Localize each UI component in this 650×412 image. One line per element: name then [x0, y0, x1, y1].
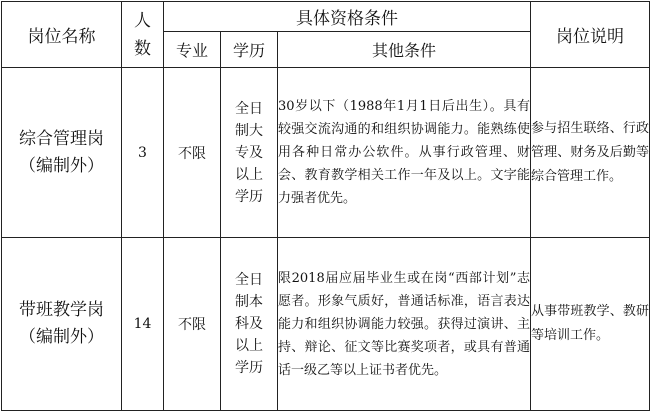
education-line: 专及 [235, 144, 263, 161]
header-count-line-2: 数 [134, 38, 151, 59]
education-line: 以上 [235, 338, 263, 354]
position-description: 从事带班教学、教研等培训工作。 [531, 238, 650, 411]
header-major: 专业 [164, 32, 221, 68]
education-line: 制大 [235, 122, 263, 139]
education-line: 制本 [235, 294, 263, 310]
job-requirements-table [1, 1, 650, 411]
education-line: 以上 [235, 166, 263, 183]
header-position-name: 岗位名称 [2, 2, 122, 68]
position-education [221, 68, 278, 238]
position-name: 带班教学岗 [19, 300, 104, 320]
position-name: 综合管理岗 [19, 128, 104, 149]
position-count: 3 [122, 68, 164, 238]
education-line: 全日 [235, 100, 263, 117]
table-row [2, 238, 650, 411]
position-major: 不限 [164, 68, 221, 238]
education-line: 学历 [235, 360, 263, 376]
position-name-cell [2, 68, 122, 238]
table-row [2, 68, 650, 238]
education-line: 学历 [235, 188, 263, 205]
education-line: 全日 [235, 272, 263, 288]
position-type: （编制外） [19, 155, 104, 176]
header-position-description: 岗位说明 [531, 2, 650, 68]
position-education [221, 238, 278, 411]
position-description: 参与招生联络、行政管理、财务及后勤等综合管理工作。 [531, 68, 650, 238]
position-count: 14 [122, 238, 164, 411]
header-qualifications: 具体资格条件 [164, 2, 531, 32]
position-name-cell [2, 238, 122, 411]
position-conditions: 30岁以下（1988年1月1日后出生）。具有较强交流沟通的和组织协调能力。能熟练使用各种日常办公软件。从事行政管理、财会、教育教学相关工作一年及以上。文字能力强者优先。 [278, 68, 531, 238]
position-type: （编制外） [19, 327, 104, 347]
header-education: 学历 [221, 32, 278, 68]
position-conditions: 限2018届应届毕业生或在岗“西部计划”志愿者。形象气质好，普通话标准，语言表达能力和组织协调能力较强。获得过演讲、主持、辩论、征文等比赛奖项者，或具有普通话一级乙等以上证书者优先。 [278, 238, 531, 411]
position-major: 不限 [164, 238, 221, 411]
header-count-line-1: 人 [134, 10, 151, 31]
header-other-conditions: 其他条件 [278, 32, 531, 68]
header-row-1 [2, 2, 650, 32]
header-count [122, 2, 164, 68]
education-line: 科及 [235, 316, 263, 332]
